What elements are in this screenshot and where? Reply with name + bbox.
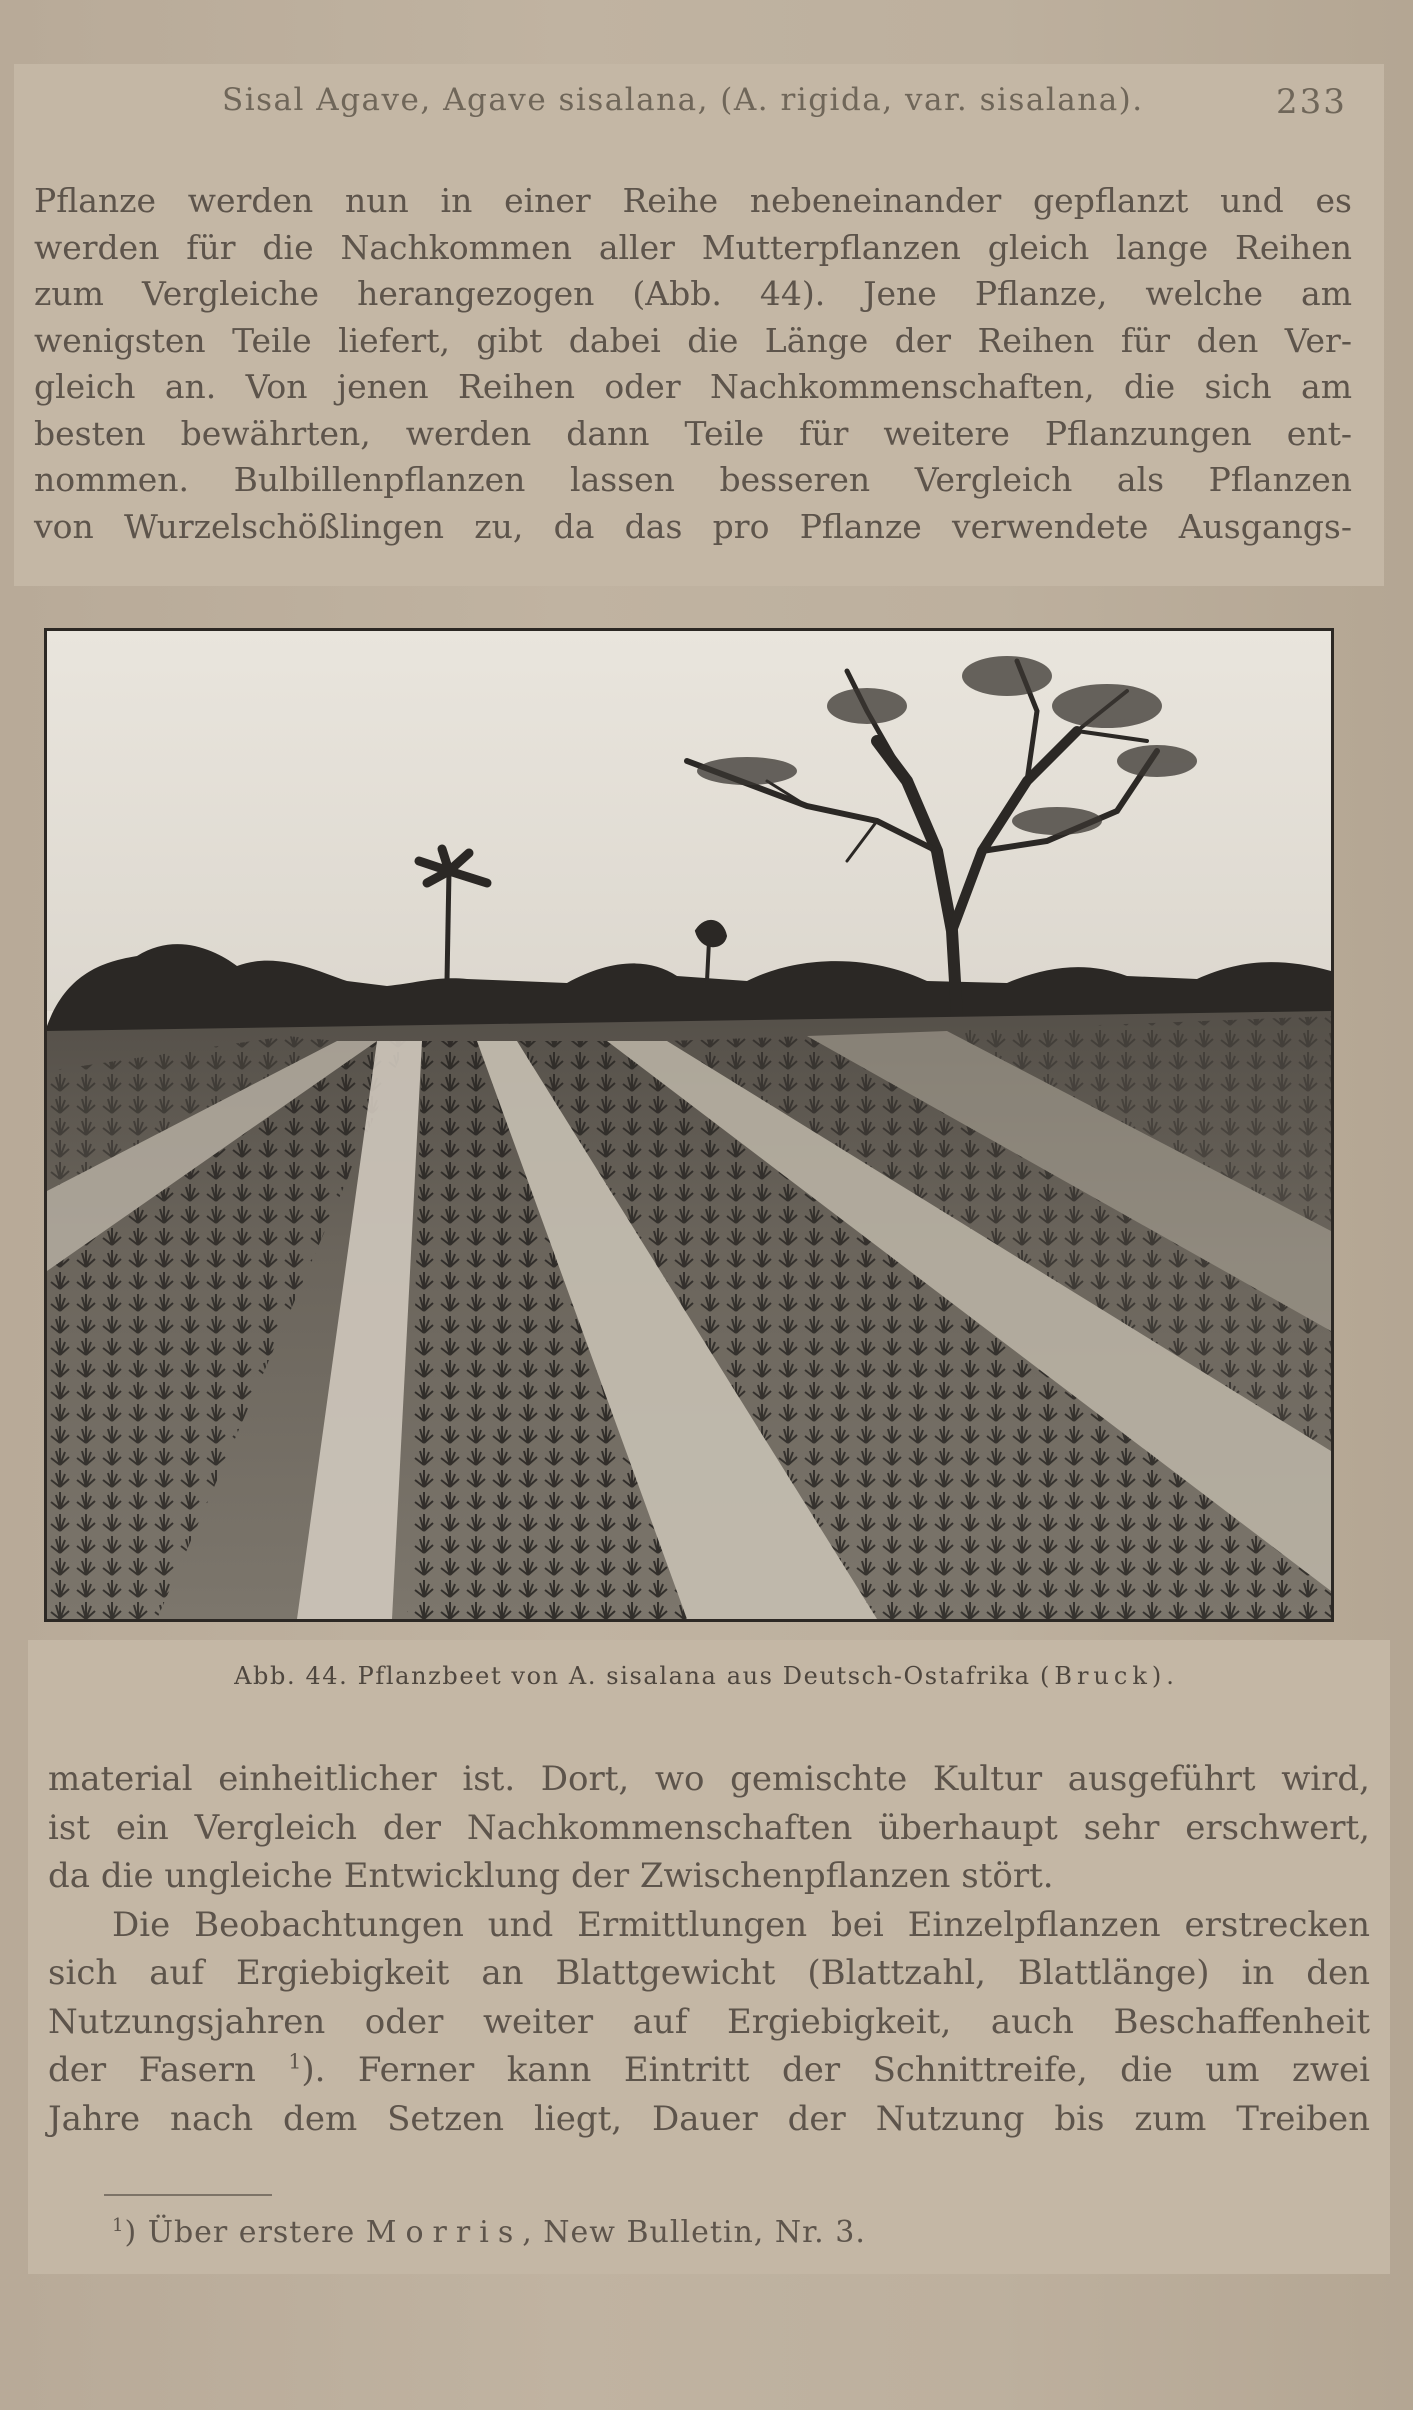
field-photo-illustration (47, 631, 1331, 1619)
text-line: Nutzungsjahren oder weiter auf Ergiebigkeit, auch Beschaffenheit (48, 2001, 1370, 2042)
caption-credit: (Bruck). (1039, 1662, 1179, 1690)
text-line: da die ungleiche Entwicklung der Zwischenpflanzen stört. (48, 1856, 1054, 1896)
text-line: ist ein Vergleich der Nachkommenschaften überhaupt sehr erschwert, (48, 1807, 1370, 1848)
text-line: wenigsten Teile liefert, gibt dabei die Länge der Reihen für den Ver- (34, 320, 1352, 360)
footnote-mark: 1 (288, 2049, 302, 2074)
footnote-text: ) Über erstere (124, 2215, 356, 2250)
text-line: material einheitlicher ist. Dort, wo gemischte Kultur ausgeführt wird, (48, 1759, 1370, 1799)
text-line: zum Vergleiche herangezogen (Abb. 44). Jene Pflanze, welche am (34, 274, 1352, 313)
running-head-title: Sisal Agave, Agave sisalana, (A. rigida, var. sisalana). (222, 82, 1144, 118)
footnote-source: , New Bulletin, Nr. 3. (522, 2215, 866, 2250)
running-head (0, 82, 1413, 122)
figure-photo-plantation (44, 628, 1334, 1622)
footnote (112, 2215, 866, 2250)
text-line: werden für die Nachkommen aller Mutterpflanzen gleich lange Reihen (34, 227, 1352, 267)
paragraph-top (34, 178, 1352, 550)
text-line: Die Beobachtungen und Ermittlungen bei Einzelpflanzen erstrecken (112, 1904, 1370, 1945)
page-number: 233 (1276, 82, 1347, 122)
text-line: gleich an. Von jenen Reihen oder Nachkommenschaften, die sich am (34, 367, 1352, 406)
footnote-author: Morris (365, 2215, 523, 2250)
paragraph-bottom (48, 1755, 1370, 2143)
text-line: Pflanze werden nun in einer Reihe nebeneinander gepflanzt und es (34, 181, 1352, 220)
figure-caption (0, 1662, 1413, 1690)
footnote-rule (104, 2194, 272, 2196)
text-line-with-footnote (48, 2046, 1370, 2095)
text-line: von Wurzelschößlingen zu, da das pro Pflanze verwendete Ausgangs- (34, 506, 1352, 546)
text-segment: der Fasern (48, 2050, 256, 2090)
text-line: sich auf Ergiebigkeit an Blattgewicht (Blattzahl, Blattlänge) in den (48, 1953, 1370, 1993)
text-segment: ). Ferner kann Eintritt der Schnittreife, die um zwei (301, 2050, 1370, 2090)
caption-text: Pflanzbeet von A. sisalana aus Deutsch-Ostafrika (357, 1662, 1031, 1690)
text-line: nommen. Bulbillenpflanzen lassen besseren Vergleich als Pflanzen (34, 460, 1352, 499)
footnote-number: 1 (112, 2215, 125, 2236)
text-line: Jahre nach dem Setzen liegt, Dauer der Nutzung bis zum Treiben (48, 2098, 1370, 2139)
caption-label: Abb. 44. (234, 1662, 349, 1690)
text-line: besten bewährten, werden dann Teile für weitere Pflanzungen ent- (34, 413, 1352, 453)
